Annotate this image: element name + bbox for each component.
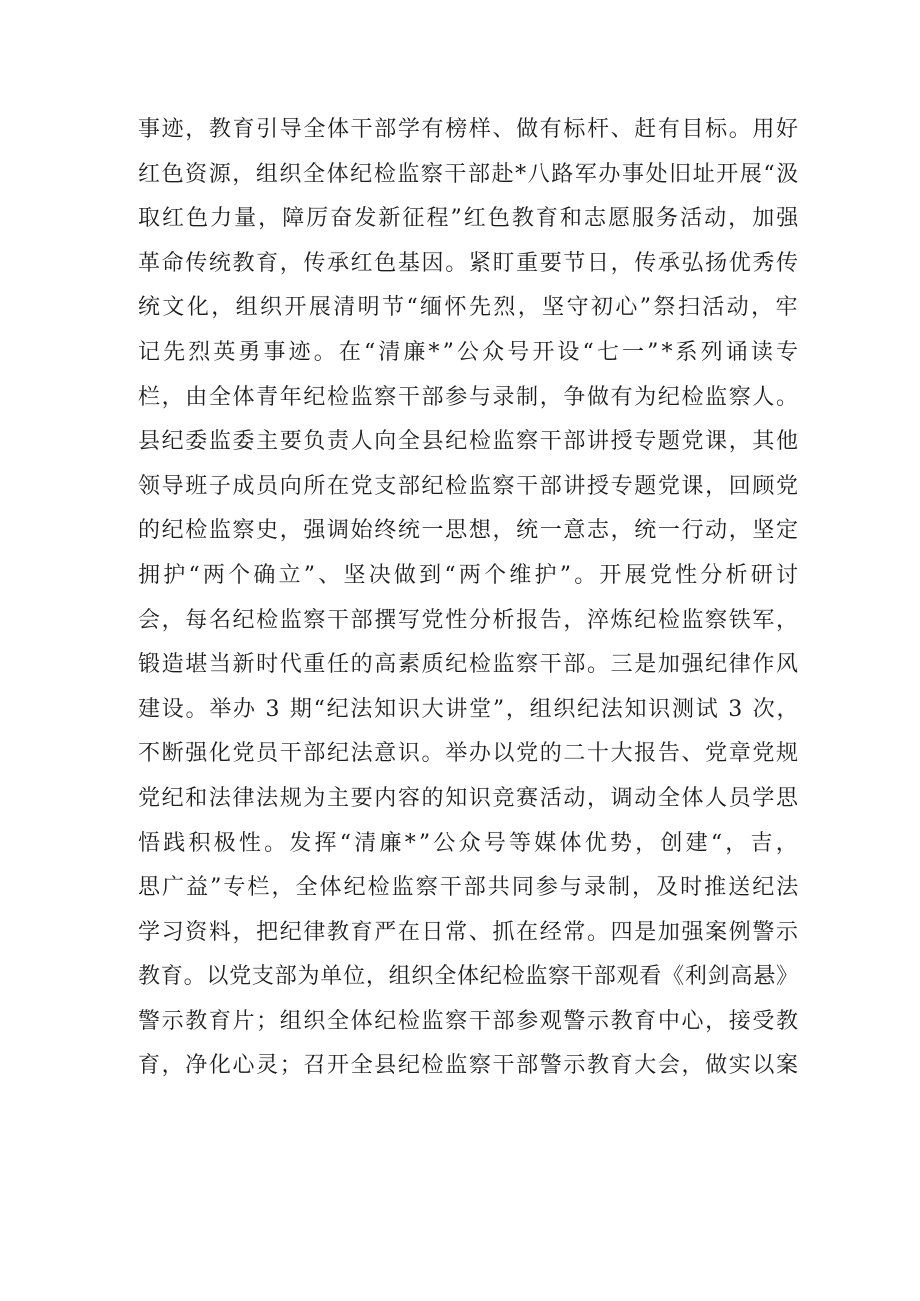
body-paragraph [138,108,802,1089]
text-line: 警示教育片；组织全体纪检监察干部参观警示教育中心，接受教 [138,1008,800,1034]
text-line: 取红色力量，障厉奋发新征程”红色教育和志愿服务活动，加强 [138,206,801,232]
text-line: 革命传统教育，传承红色基因。紧盯重要节日，传承弘扬优秀传 [138,250,800,276]
text-line: 统文化，组织开展清明节“缅怀先烈，坚守初心”祭扫活动，牢 [138,295,800,321]
text-line: 建设。举办 3 期“纪法知识大讲堂”，组织纪法知识测试 3 次， [138,696,801,722]
text-line: 拥护“两个确立”、坚决做到“两个维护”。开展党性分析研讨 [138,562,802,588]
text-line: 记先烈英勇事迹。在“清廉*”公众号开设“七一”*系列诵读专 [138,339,802,365]
text-line: 悟践积极性。发挥“清廉*”公众号等媒体优势，创建“，吉， [138,830,801,856]
text-line: 教育。以党支部为单位，组织全体纪检监察干部观看《利剑高悬》 [138,964,799,990]
text-line: 会，每名纪检监察干部撰写党性分析报告，淬炼纪检监察铁军， [138,607,800,633]
text-line: 锻造堪当新时代重任的高素质纪检监察干部。三是加强纪律作风 [138,652,800,678]
text-line: 县纪委监委主要负责人向全县纪检监察干部讲授专题党课，其他 [138,429,800,455]
text-line: 不断强化党员干部纪法意识。举办以党的二十大报告、党章党规 [138,741,800,767]
text-line: 红色资源，组织全体纪检监察干部赴*八路军办事处旧址开展“汲 [138,161,800,187]
text-line: 学习资料，把纪律教育严在日常、抓在经常。四是加强案例警示 [138,919,800,945]
text-line: 思广益”专栏，全体纪检监察干部共同参与录制，及时推送纪法 [138,875,801,901]
text-line: 栏，由全体青年纪检监察干部参与录制，争做有为纪检监察人。 [138,384,800,410]
text-line: 的纪检监察史，强调始终统一思想，统一意志，统一行动，坚定 [138,518,800,544]
text-line: 党纪和法律法规为主要内容的知识竞赛活动，调动全体人员学思 [138,785,800,811]
text-line: 育，净化心灵；召开全县纪检监察干部警示教育大会，做实以案 [138,1053,800,1079]
text-line: 事迹，教育引导全体干部学有榜样、做有标杆、赶有目标。用好 [138,117,800,142]
text-line: 领导班子成员向所在党支部纪检监察干部讲授专题党课，回顾党 [138,473,800,499]
